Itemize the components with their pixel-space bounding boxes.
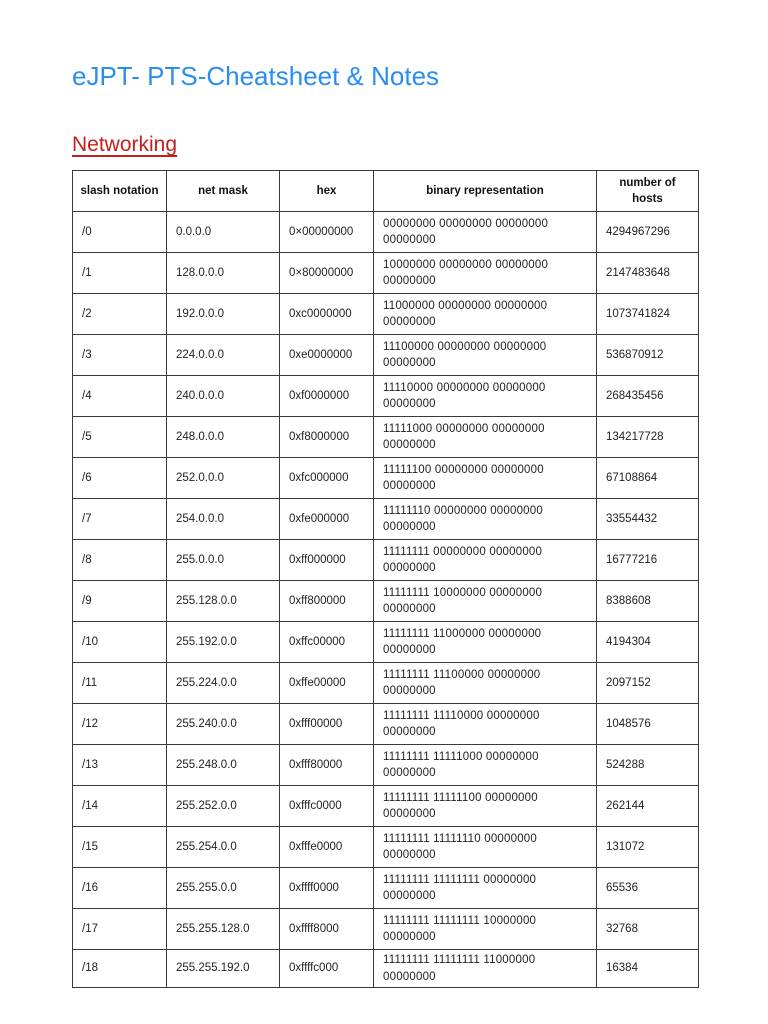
cell-slash-notation: /0 bbox=[73, 212, 167, 253]
table-row bbox=[73, 540, 699, 581]
cell-net-mask: 255.248.0.0 bbox=[167, 745, 280, 786]
cell-net-mask: 255.192.0.0 bbox=[167, 622, 280, 663]
table-row bbox=[73, 622, 699, 663]
cell-hosts: 1048576 bbox=[597, 704, 699, 745]
cell-hex: 0×00000000 bbox=[280, 212, 374, 253]
cell-net-mask: 240.0.0.0 bbox=[167, 376, 280, 417]
cell-hex: 0xffff8000 bbox=[280, 909, 374, 950]
cell-binary: 11110000 00000000 00000000 00000000 bbox=[374, 376, 597, 417]
table-body bbox=[73, 212, 699, 988]
cell-binary: 10000000 00000000 00000000 00000000 bbox=[374, 253, 597, 294]
table-row bbox=[73, 335, 699, 376]
cell-binary: 11111111 11111000 00000000 00000000 bbox=[374, 745, 597, 786]
table-row bbox=[73, 499, 699, 540]
cell-hosts: 524288 bbox=[597, 745, 699, 786]
cell-net-mask: 252.0.0.0 bbox=[167, 458, 280, 499]
cell-binary: 11111111 11110000 00000000 00000000 bbox=[374, 704, 597, 745]
cell-slash-notation: /5 bbox=[73, 417, 167, 458]
cell-binary: 11111111 11100000 00000000 00000000 bbox=[374, 663, 597, 704]
cell-net-mask: 255.224.0.0 bbox=[167, 663, 280, 704]
header-net-mask: net mask bbox=[167, 171, 280, 212]
cell-slash-notation: /15 bbox=[73, 827, 167, 868]
cell-hosts: 16777216 bbox=[597, 540, 699, 581]
cell-hosts: 65536 bbox=[597, 868, 699, 909]
header-hex: hex bbox=[280, 171, 374, 212]
cell-hosts: 2097152 bbox=[597, 663, 699, 704]
cell-slash-notation: /12 bbox=[73, 704, 167, 745]
cell-hosts: 536870912 bbox=[597, 335, 699, 376]
cell-hex: 0xffe00000 bbox=[280, 663, 374, 704]
cell-hosts: 1073741824 bbox=[597, 294, 699, 335]
cell-net-mask: 128.0.0.0 bbox=[167, 253, 280, 294]
cell-slash-notation: /17 bbox=[73, 909, 167, 950]
cell-hex: 0xfe000000 bbox=[280, 499, 374, 540]
cell-slash-notation: /9 bbox=[73, 581, 167, 622]
cell-net-mask: 224.0.0.0 bbox=[167, 335, 280, 376]
subnet-table-container bbox=[72, 170, 698, 988]
table-header bbox=[73, 171, 699, 212]
section-heading-networking: Networking bbox=[72, 133, 178, 156]
header-slash-notation: slash notation bbox=[73, 171, 167, 212]
cell-binary: 11111110 00000000 00000000 00000000 bbox=[374, 499, 597, 540]
cell-net-mask: 255.254.0.0 bbox=[167, 827, 280, 868]
table-row bbox=[73, 745, 699, 786]
subnet-table bbox=[72, 170, 699, 988]
cell-hosts: 268435456 bbox=[597, 376, 699, 417]
cell-hex: 0xfff80000 bbox=[280, 745, 374, 786]
table-row bbox=[73, 827, 699, 868]
cell-hosts: 16384 bbox=[597, 950, 699, 988]
cell-slash-notation: /3 bbox=[73, 335, 167, 376]
cell-net-mask: 255.240.0.0 bbox=[167, 704, 280, 745]
cell-hosts: 67108864 bbox=[597, 458, 699, 499]
cell-net-mask: 192.0.0.0 bbox=[167, 294, 280, 335]
table-row bbox=[73, 786, 699, 827]
cell-slash-notation: /16 bbox=[73, 868, 167, 909]
cell-hosts: 262144 bbox=[597, 786, 699, 827]
table-row bbox=[73, 868, 699, 909]
cell-binary: 11000000 00000000 00000000 00000000 bbox=[374, 294, 597, 335]
cell-net-mask: 255.255.128.0 bbox=[167, 909, 280, 950]
cell-binary: 00000000 00000000 00000000 00000000 bbox=[374, 212, 597, 253]
cell-binary: 11111111 11000000 00000000 00000000 bbox=[374, 622, 597, 663]
cell-net-mask: 248.0.0.0 bbox=[167, 417, 280, 458]
cell-slash-notation: /13 bbox=[73, 745, 167, 786]
cell-net-mask: 254.0.0.0 bbox=[167, 499, 280, 540]
cell-slash-notation: /6 bbox=[73, 458, 167, 499]
table-row bbox=[73, 704, 699, 745]
cell-hex: 0xfff00000 bbox=[280, 704, 374, 745]
table-row bbox=[73, 581, 699, 622]
cell-hosts: 4194304 bbox=[597, 622, 699, 663]
header-binary-representation: binary representation bbox=[374, 171, 597, 212]
cell-net-mask: 255.128.0.0 bbox=[167, 581, 280, 622]
cell-hex: 0xffffc000 bbox=[280, 950, 374, 988]
table-row bbox=[73, 458, 699, 499]
table-row bbox=[73, 950, 699, 988]
header-row bbox=[73, 171, 699, 212]
table-row bbox=[73, 294, 699, 335]
cell-net-mask: 255.255.0.0 bbox=[167, 868, 280, 909]
cell-hex: 0xffc00000 bbox=[280, 622, 374, 663]
cell-net-mask: 255.252.0.0 bbox=[167, 786, 280, 827]
cell-binary: 11111111 11111100 00000000 00000000 bbox=[374, 786, 597, 827]
cell-slash-notation: /11 bbox=[73, 663, 167, 704]
cell-hosts: 32768 bbox=[597, 909, 699, 950]
cell-net-mask: 255.0.0.0 bbox=[167, 540, 280, 581]
cell-binary: 11111111 11111111 10000000 00000000 bbox=[374, 909, 597, 950]
cell-binary: 11111100 00000000 00000000 00000000 bbox=[374, 458, 597, 499]
cell-hex: 0xffff0000 bbox=[280, 868, 374, 909]
cell-hosts: 2147483648 bbox=[597, 253, 699, 294]
cell-binary: 11111111 10000000 00000000 00000000 bbox=[374, 581, 597, 622]
header-number-of-hosts: number of hosts bbox=[597, 171, 699, 212]
cell-hosts: 134217728 bbox=[597, 417, 699, 458]
cell-slash-notation: /8 bbox=[73, 540, 167, 581]
cell-hex: 0xc0000000 bbox=[280, 294, 374, 335]
table-row bbox=[73, 212, 699, 253]
cell-binary: 11111000 00000000 00000000 00000000 bbox=[374, 417, 597, 458]
cell-hex: 0xfc000000 bbox=[280, 458, 374, 499]
table-row bbox=[73, 909, 699, 950]
cell-binary: 11111111 11111111 00000000 00000000 bbox=[374, 868, 597, 909]
cell-hosts: 131072 bbox=[597, 827, 699, 868]
cell-slash-notation: /4 bbox=[73, 376, 167, 417]
cell-net-mask: 0.0.0.0 bbox=[167, 212, 280, 253]
cell-net-mask: 255.255.192.0 bbox=[167, 950, 280, 988]
cell-hex: 0xe0000000 bbox=[280, 335, 374, 376]
table-row bbox=[73, 417, 699, 458]
cell-slash-notation: /1 bbox=[73, 253, 167, 294]
cell-hex: 0xf8000000 bbox=[280, 417, 374, 458]
cell-slash-notation: /10 bbox=[73, 622, 167, 663]
cell-slash-notation: /7 bbox=[73, 499, 167, 540]
cell-binary: 11100000 00000000 00000000 00000000 bbox=[374, 335, 597, 376]
cell-slash-notation: /18 bbox=[73, 950, 167, 988]
cell-hosts: 8388608 bbox=[597, 581, 699, 622]
cell-hex: 0xfffe0000 bbox=[280, 827, 374, 868]
cell-binary: 11111111 11111110 00000000 00000000 bbox=[374, 827, 597, 868]
table-row bbox=[73, 253, 699, 294]
cell-hosts: 4294967296 bbox=[597, 212, 699, 253]
cell-hex: 0xff800000 bbox=[280, 581, 374, 622]
cell-hex: 0×80000000 bbox=[280, 253, 374, 294]
table-row bbox=[73, 663, 699, 704]
cell-binary: 11111111 11111111 11000000 00000000 bbox=[374, 950, 597, 988]
document-title: eJPT- PTS-Cheatsheet & Notes bbox=[72, 61, 440, 91]
cell-slash-notation: /14 bbox=[73, 786, 167, 827]
cell-hex: 0xfffc0000 bbox=[280, 786, 374, 827]
cell-binary: 11111111 00000000 00000000 00000000 bbox=[374, 540, 597, 581]
cell-slash-notation: /2 bbox=[73, 294, 167, 335]
cell-hex: 0xff000000 bbox=[280, 540, 374, 581]
cell-hex: 0xf0000000 bbox=[280, 376, 374, 417]
cell-hosts: 33554432 bbox=[597, 499, 699, 540]
table-row bbox=[73, 376, 699, 417]
